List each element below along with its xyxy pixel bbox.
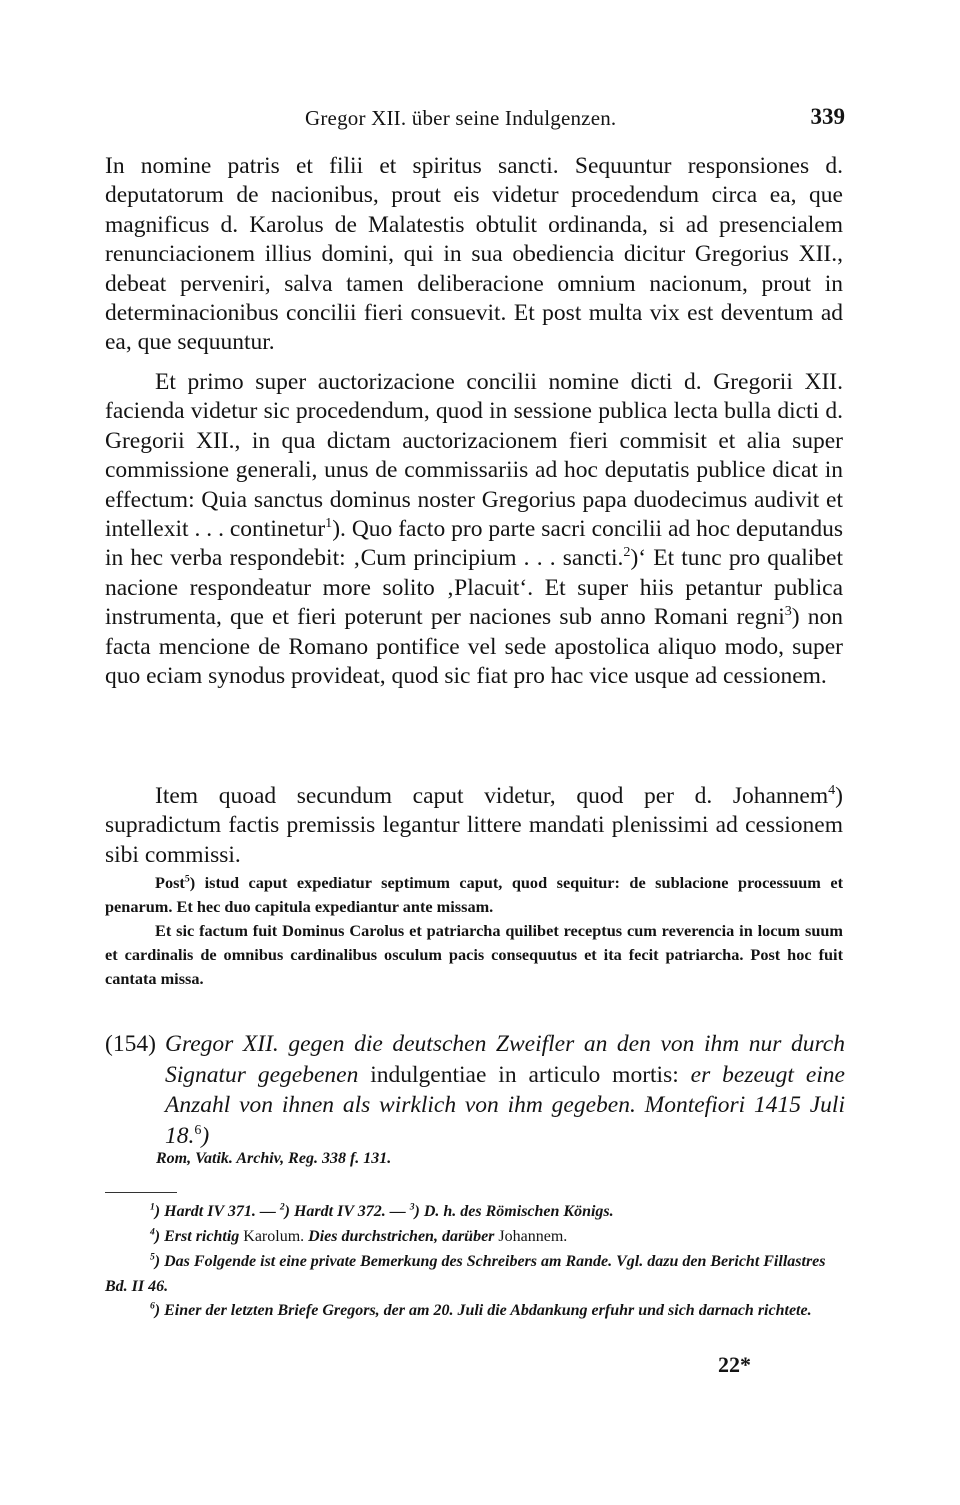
footnote-4: $^4$) Erst richtig Karolum. Dies durchstrichen, darüber Johannem. — [150, 1226, 568, 1245]
footnote-ref-1[interactable]: 1 — [325, 515, 333, 532]
paragraph-opening: In nomine patris et filii et spiritus sancti. Sequuntur responsiones d. deputatorum de nacionibus, prout eis videtur procedendum circa ea, que magnificus d. Karolus de Malatestis obtulit ordinanda, si ad presencialem renunciacionem illius domini, qui in sua obediencia dicitur Gregorius XII., debeat perveniri, salva tamen deliberacione omnium nacionum, prout in determinacionibus concilii fieri consuevit. Et post multa vix est deventum ad ea, que sequuntur. — [105, 153, 843, 356]
footnote-6: $^6$) Einer der letzten Briefe Gregors, der am 20. Juli die Abdankung erfuhr und sich darnach richtete. — [150, 1300, 812, 1319]
entry-source: Rom, Vatik. Archiv, Reg. 338 f. 131. — [156, 1150, 392, 1167]
footnotes-1-3: $^1$) Hardt IV 371. — $^2$) Hardt IV 372. — $^3$) D. h. des Römischen Königs. — [150, 1201, 614, 1220]
footnote-ref-3[interactable]: 3 — [784, 603, 792, 620]
note-post: Post$^5$) istud caput expediatur septimum caput, quod sequitur: de sublacione processuum et penarum. Et hec duo capitula expediantur ante missam. — [105, 873, 843, 916]
footnote-ref-5[interactable]: 5 — [184, 873, 190, 885]
page-number: 339 — [810, 104, 845, 129]
footnote-ref-2[interactable]: 2 — [623, 544, 631, 561]
footnote-ref-6[interactable]: 6 — [194, 1121, 202, 1138]
entry-number: (154) — [105, 1031, 156, 1057]
footnote-divider — [105, 1192, 177, 1193]
paragraph-secundum-caput: Item quoad secundum caput videtur, quod per d. Johannem$^4$) supradictum factis premissis legantur littere mandati plenissimi ad cessionem sibi commissi. — [105, 782, 843, 868]
paragraph-auctorizacione: Et primo super auctorizacione concilii nomine dicti d. Gregorii XII. facienda videtur sic procedendum, quod in sessione publica lecta bulla dicti d. Gregorii XII., in qua dictam auctorizacionem fieri commisit et alia super commissione generali, unus de commissariis ad hoc deputatis publice dicat in effectum: Quia sanctus dominus noster Gregorius papa duodecimus audivit et intellexit . . . continetur$^1$). Quo facto pro parte sacri concilii ad hoc deputandus in hec verba respondebit: ‚Cum principium . . . sancti.$^2$)‘ Et tunc pro qualibet nacione respondeatur more solito ‚Placuit‘. Et super hiis petantur publica instrumenta, que et fieri poterunt per naciones sub anno Romani regni$^3$) non facta mencione de Romano pontifice vel sede apostolica aliquo modo, super quo eciam synodus provideat, quod sic fiat pro hac vice usque ad cessionem. — [105, 369, 843, 690]
note-factum: Et sic factum fuit Dominus Carolus et patriarcha quilibet receptus cum reverencia in locum suum et cardinalis de omnibus cardinalibus osculum pacis consequutus et ita fecit patriarcha. Post hoc fuit cantata missa. — [105, 921, 843, 988]
entry-title: Gregor XII. gegen die deutschen Zweifler an den von ihm nur durch Signatur gegebenen indulgentiae in articulo mortis: er bezeugt eine Anzahl von ihnen als wirklich von ihm gegeben. Montefiori 1415 Juli 18.$^6$) — [165, 1031, 845, 1149]
footnote-ref-4[interactable]: 4 — [828, 782, 836, 799]
footnote-5: $^5$) Das Folgende ist eine private Bemerkung des Schreibers am Rande. Vgl. dazu den Bericht Fillastres Bd. II 46. — [105, 1251, 826, 1295]
signature-mark: 22* — [718, 1352, 751, 1377]
running-title: Gregor XII. über seine Indulgenzen. — [305, 106, 617, 130]
page-header — [105, 104, 845, 138]
